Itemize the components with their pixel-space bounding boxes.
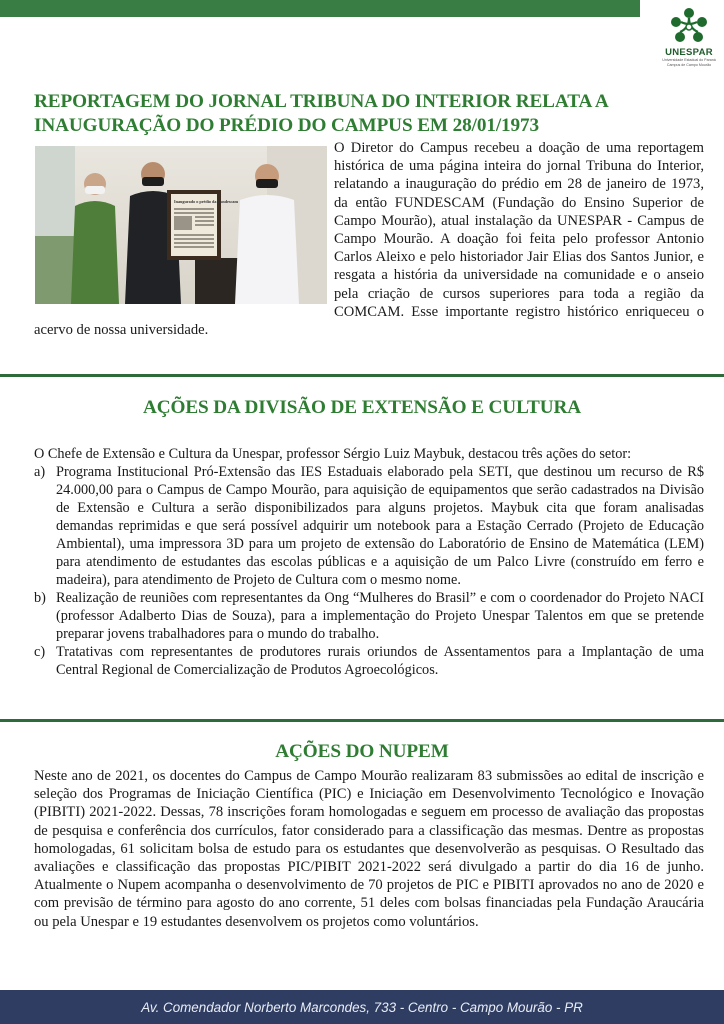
list-item-text: Tratativas com representantes de produtores rurais oriundos de Assentamentos para a Implantação de uma Central Regional de Comercialização de Produtos Agroecológicos.: [56, 644, 704, 678]
logo-subtitle-campus: Campus de Campo Mourão: [666, 63, 712, 67]
logo-name: UNESPAR: [665, 47, 713, 58]
list-marker: a): [34, 464, 46, 480]
article-headline: REPORTAGEM DO JORNAL TRIBUNA DO INTERIOR RELATA A INAUGURAÇÃO DO PRÉDIO DO CAMPUS EM 28/01/1973: [34, 91, 608, 136]
photo-spacer: [34, 139, 334, 309]
extension-intro: O Chefe de Extensão e Cultura da Unespar, professor Sérgio Luiz Maybuk, destacou três ações do setor:: [34, 446, 632, 462]
article-body-text: O Diretor do Campus recebeu a doação de uma reportagem histórica de uma página inteira do jornal Tribuna do Interior, relatando a inauguração do prédio em 28 de janeiro de 1973, da então FUNDESCAM (Fundação do Ensino Superior de Campo Mourão), atual instalação da UNESPAR - Campus de Campo Mourão. A doação foi feita pelo professor Antonio Carlos Aleixo e pelo historiador Jair Elias dos Santos Junior, e resgata a história da universidade na comunidade e o anseio pela criação de cursos superiores para toda a região da COMCAM. Esse importante registro histórico enriqueceu o acervo de nossa universidade.: [34, 140, 704, 339]
list-item-text: Programa Institucional Pró-Extensão das IES Estaduais elaborado pela SETI, que destinou um recurso de R$ 24.000,00 para o Campus de Campo Mourão, para aquisição de equipamentos que serão cadastrados na Divisão de Extensão e Cultura a serão disponibilizados para alguns projetos. Maybuk cita que foram analisadas demandas reprimidas e que será possível adquirir um notebook para a Estação Cerrado (Projeto de Educação Ambiental), uma impressora 3D para um projeto de extensão do Laboratório de Ensino de Matemática (LEM) para atendimento de estudantes das escolas públicas e a aquisição de um Palco Livre (construído em ferro e madeira), para atendimento de Projeto de Cultura com o mesmo nome.: [56, 464, 704, 588]
unespar-logo-icon: [668, 6, 710, 46]
extension-actions-list: [34, 463, 704, 679]
list-marker: c): [34, 644, 46, 660]
extension-section-title: AÇÕES DA DIVISÃO DE EXTENSÃO E CULTURA: [143, 397, 581, 418]
framed-newspaper-headline: Inaugurado o prédio da Fundescam: [174, 199, 238, 204]
list-item-text: Realização de reuniões com representantes da Ong “Mulheres do Brasil” e com o coordenador do Projeto NACI (professor Adalberto Dias de Souza), para a implementação do Projeto Unespar Talentos em que se pretende preparar jovens trabalhadores para o mundo do trabalho.: [56, 590, 704, 642]
footer: [0, 990, 724, 1024]
list-item: [34, 589, 704, 643]
list-marker: b): [34, 590, 46, 606]
nupem-body: Neste ano de 2021, os docentes do Campus de Campo Mourão realizaram 83 submissões ao edital de inscrição e seleção dos Programas de Iniciação Científica (PIC) e Iniciação em Desenvolvimento Tecnológico e Inovação (PIBITI) 2021-2022. Dessas, 78 inscrições foram homologadas e seguem em processo de avaliação das propostas de pesquisa e conferência dos currículos, fator considerado para a classificação das mesmas. Dentre as propostas homologadas, 61 solicitam bolsa de estudo para os estudantes que desenvolverão as pesquisas. O Resultado das avaliações e classificação das propostas PIC/PIBIT 2021-2022 será divulgado a partir do dia 16 de junho. Atualmente o Nupem acompanha o desenvolvimento de 70 projetos de PIC e PIBITI aprovados no ano de 2020 e com previsão de término para agosto do ano corrente, 51 deles com bolsas financiadas pela Fundação Araucária ou pela Unespar e 19 estudantes desenvolvem os projetos como voluntários.: [34, 768, 704, 930]
logo-subtitle: Universidade Estadual do Paraná: [662, 58, 716, 62]
unespar-logo: [656, 6, 722, 70]
list-item: [34, 643, 704, 679]
section-divider: [0, 374, 724, 377]
nupem-section-title: AÇÕES DO NUPEM: [275, 741, 449, 762]
article-body: [34, 139, 704, 339]
footer-address: Av. Comendador Norberto Marcondes, 733 - Centro - Campo Mourão - PR: [141, 1000, 583, 1015]
header-bar: [0, 0, 640, 17]
list-item: [34, 463, 704, 589]
section-divider: [0, 719, 724, 722]
